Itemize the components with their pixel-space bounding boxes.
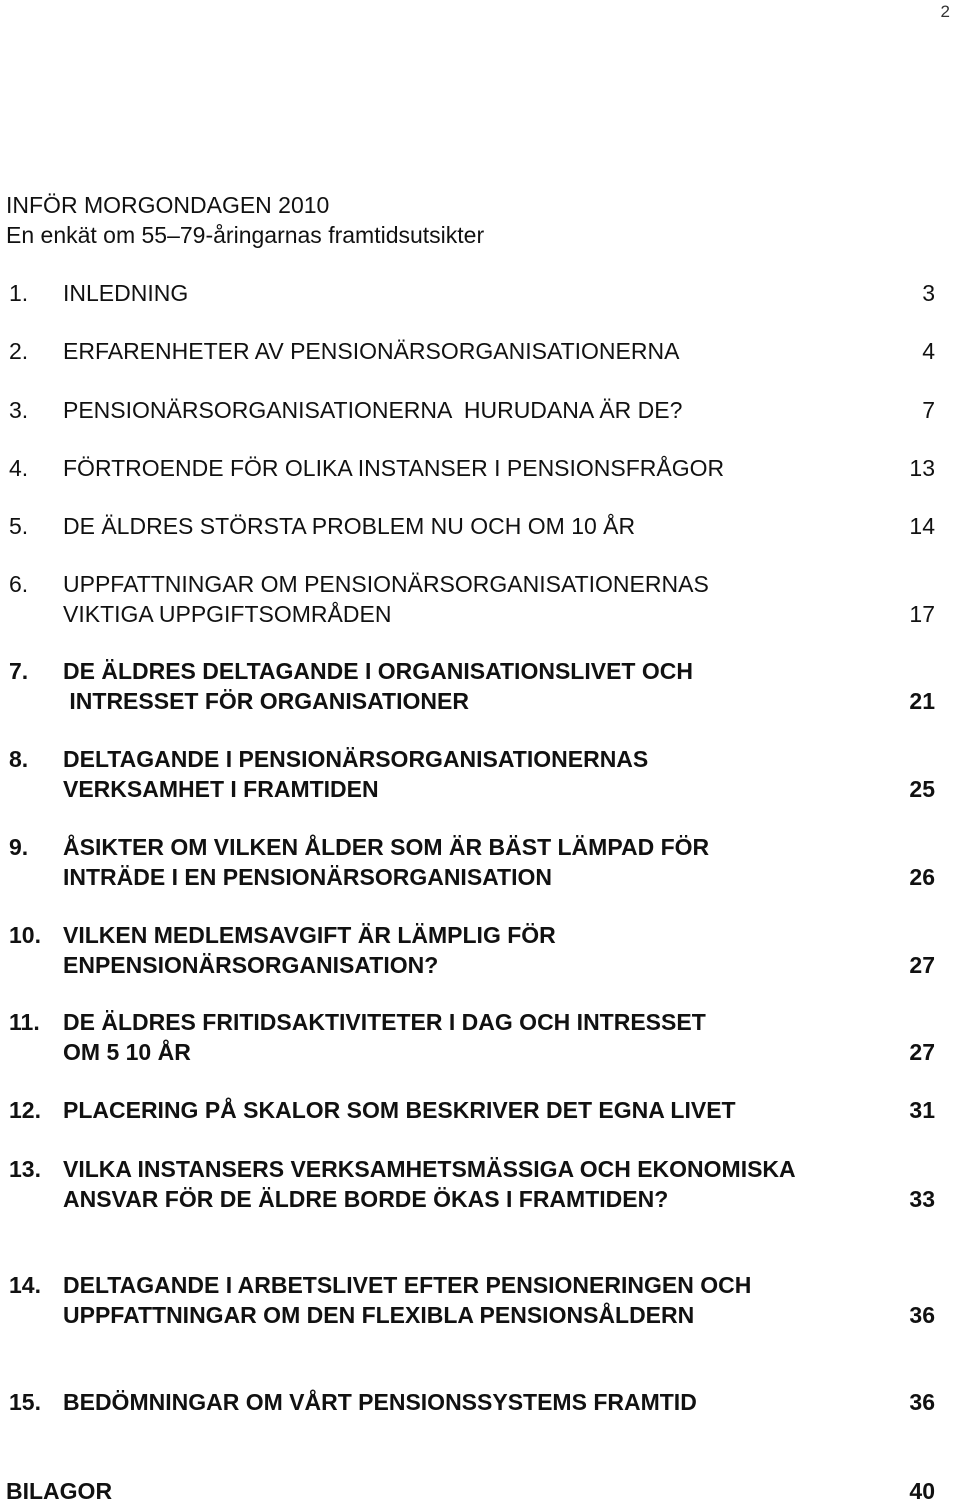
toc-entry-title bbox=[63, 453, 724, 483]
toc-entry-title bbox=[63, 511, 635, 541]
toc-entry-number: 11. bbox=[9, 1009, 40, 1035]
toc-entry-title bbox=[63, 1270, 751, 1330]
toc-entry-title bbox=[63, 395, 682, 425]
document-subtitle: En enkät om 55–79-åringarnas framtidsutsikter bbox=[6, 222, 485, 248]
toc-entry-number: 10. bbox=[9, 922, 41, 948]
toc-entry-title-line: INTRÄDE I EN PENSIONÄRSORGANISATION bbox=[63, 864, 552, 890]
toc-entry-title-line: PENSIONÄRSORGANISATIONERNA HURUDANA ÄR DE? bbox=[63, 397, 683, 423]
toc-entry-title-line: VILKA INSTANSERS VERKSAMHETSMÄSSIGA OCH EKONOMISKA bbox=[63, 1156, 796, 1182]
toc-entry-page-number: 36 bbox=[909, 1302, 935, 1328]
toc-entry-page-number: 13 bbox=[909, 455, 935, 481]
toc-entry-page-number: 4 bbox=[922, 338, 935, 364]
toc-entry-number: 1. bbox=[9, 280, 29, 306]
toc-entry-number: 5. bbox=[9, 513, 29, 539]
toc-entry-title-line: VIKTIGA UPPGIFTSOMRÅDEN bbox=[63, 601, 392, 627]
toc-entry-title bbox=[63, 744, 648, 804]
toc-entry-title bbox=[63, 278, 188, 308]
toc-entry-title-line: ENPENSIONÄRSORGANISATION? bbox=[63, 952, 439, 978]
toc-entry-number: 2. bbox=[9, 338, 29, 364]
toc-entry-page-number: 14 bbox=[909, 513, 935, 539]
toc-entry-number: 15. bbox=[9, 1389, 41, 1415]
toc-entry-title-line: INLEDNING bbox=[63, 280, 189, 306]
toc-entry-title-line: ANSVAR FÖR DE ÄLDRE BORDE ÖKAS I FRAMTIDEN? bbox=[63, 1186, 669, 1212]
toc-entry-page-number: 17 bbox=[909, 601, 935, 627]
toc-entry-title-line: BEDÖMNINGAR OM VÅRT PENSIONSSYSTEMS FRAMTID bbox=[63, 1389, 697, 1415]
toc-entry-page-number: 7 bbox=[922, 397, 935, 423]
toc-entry-page-number: 21 bbox=[909, 688, 935, 714]
toc-entry-title bbox=[63, 832, 709, 892]
toc-entry-title bbox=[63, 656, 693, 716]
toc-entry-title-line: DE ÄLDRES STÖRSTA PROBLEM NU OCH OM 10 ÅR bbox=[63, 513, 636, 539]
appendix-label: BILAGOR bbox=[6, 1478, 113, 1504]
toc-entry-page-number: 25 bbox=[909, 776, 935, 802]
toc-entry-title bbox=[63, 1154, 796, 1214]
document-title: INFÖR MORGONDAGEN 2010 bbox=[6, 192, 330, 218]
toc-entry-page-number: 3 bbox=[922, 280, 935, 306]
toc-entry-title-line: UPPFATTNINGAR OM PENSIONÄRSORGANISATIONERNAS bbox=[63, 571, 709, 597]
toc-entry-title-line: DELTAGANDE I ARBETSLIVET EFTER PENSIONERINGEN OCH bbox=[63, 1272, 752, 1298]
toc-entry-title-line: ERFARENHETER AV PENSIONÄRSORGANISATIONERNA bbox=[63, 338, 680, 364]
toc-entry-page-number: 27 bbox=[909, 1039, 935, 1065]
toc-entry-title-line: DE ÄLDRES DELTAGANDE I ORGANISATIONSLIVET OCH bbox=[63, 658, 693, 684]
toc-entry-title-line: FÖRTROENDE FÖR OLIKA INSTANSER I PENSIONSFRÅGOR bbox=[63, 455, 725, 481]
toc-entry-title-line: PLACERING PÅ SKALOR SOM BESKRIVER DET EGNA LIVET bbox=[63, 1097, 736, 1123]
toc-entry-title-line: DELTAGANDE I PENSIONÄRSORGANISATIONERNAS bbox=[63, 746, 649, 772]
toc-entry-title bbox=[63, 1095, 736, 1125]
toc-entry-title bbox=[63, 336, 679, 366]
toc-entry-page-number: 26 bbox=[909, 864, 935, 890]
toc-entry-number: 14. bbox=[9, 1272, 41, 1298]
toc-entry-title-line: VILKEN MEDLEMSAVGIFT ÄR LÄMPLIG FÖR bbox=[63, 922, 556, 948]
toc-entry-page-number: 36 bbox=[909, 1389, 935, 1415]
toc-entry-number: 8. bbox=[9, 746, 29, 772]
toc-entry-number: 6. bbox=[9, 571, 29, 597]
toc-entry-title bbox=[63, 920, 556, 980]
toc-entry-number: 13. bbox=[9, 1156, 41, 1182]
toc-entry-title bbox=[63, 569, 709, 629]
toc-entry-page-number: 27 bbox=[909, 952, 935, 978]
toc-entry-title-line: UPPFATTNINGAR OM DEN FLEXIBLA PENSIONSÅLDERN bbox=[63, 1302, 695, 1328]
toc-entry-number: 12. bbox=[9, 1097, 41, 1123]
toc-entry-title bbox=[63, 1007, 706, 1067]
toc-entry-page-number: 31 bbox=[909, 1097, 935, 1123]
toc-entry-number: 9. bbox=[9, 834, 29, 860]
toc-entry-title-line: VERKSAMHET I FRAMTIDEN bbox=[63, 776, 379, 802]
toc-entry-title-line: DE ÄLDRES FRITIDSAKTIVITETER I DAG OCH INTRESSET bbox=[63, 1009, 706, 1035]
toc-entry-page-number: 33 bbox=[909, 1186, 935, 1212]
toc-entry-number: 7. bbox=[9, 658, 29, 684]
toc-entry-number: 4. bbox=[9, 455, 29, 481]
toc-entry-title-line: ÅSIKTER OM VILKEN ÅLDER SOM ÄR BÄST LÄMPAD FÖR bbox=[63, 834, 710, 860]
appendix-page-number: 40 bbox=[909, 1478, 935, 1504]
toc-entry-number: 3. bbox=[9, 397, 29, 423]
toc-entry-title bbox=[63, 1387, 697, 1417]
page-number: 2 bbox=[940, 2, 950, 21]
toc-entry-title-line: INTRESSET FÖR ORGANISATIONER bbox=[63, 688, 469, 714]
toc-entry-title-line: OM 5 10 ÅR bbox=[63, 1039, 191, 1065]
